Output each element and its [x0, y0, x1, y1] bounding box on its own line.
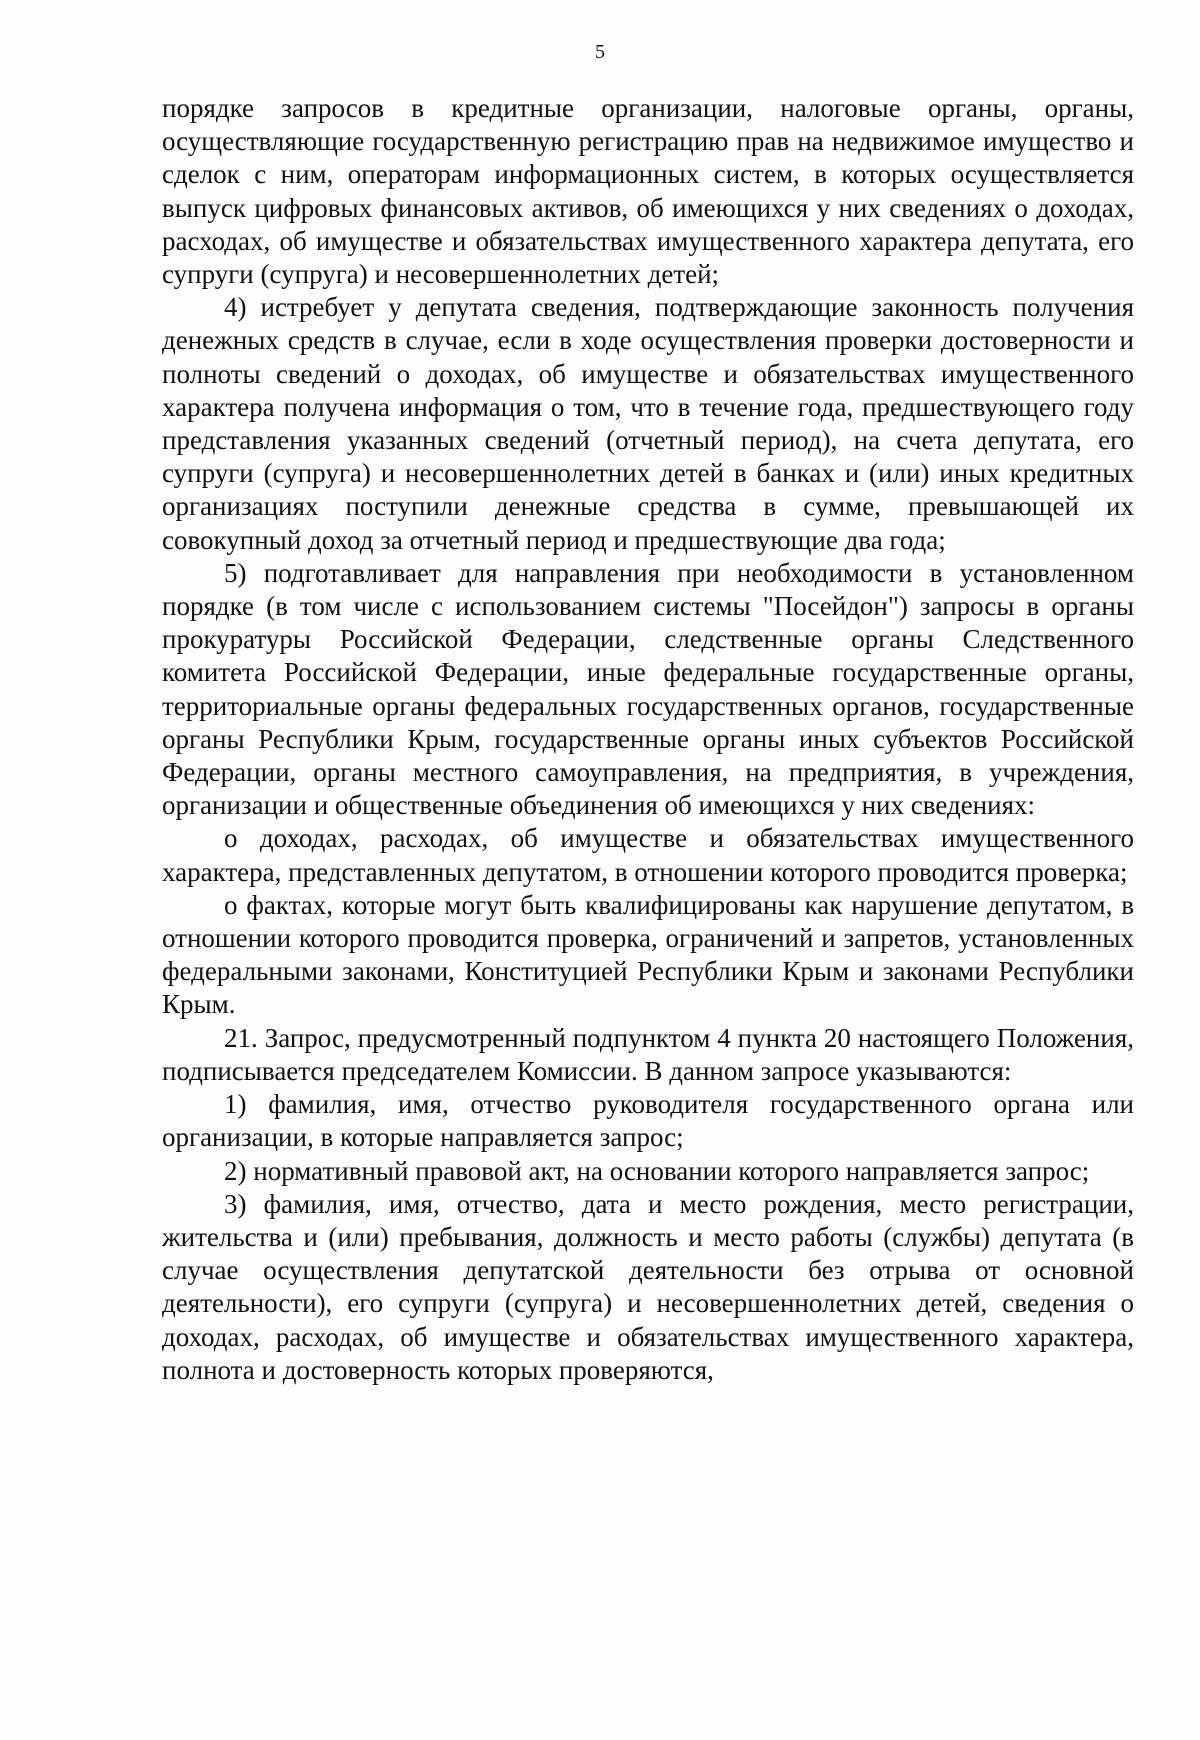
document-body — [162, 92, 1134, 1387]
paragraph-section-21: 21. Запрос, предусмотренный подпунктом 4 пункта 20 настоящего Положения, подписывается председателем Комиссии. В данном запросе указываются: — [162, 1022, 1134, 1086]
paragraph-item-5-income: о доходах, расходах, об имуществе и обязательствах имущественного характера, представленных депутатом, в отношении которого проводится проверка; — [162, 823, 1134, 887]
paragraph-section-21-item-2: 2) нормативный правовой акт, на основании которого направляется запрос; — [224, 1155, 1090, 1186]
page-number: 5 — [595, 41, 605, 63]
paragraph-section-21-item-3: 3) фамилия, имя, отчество, дата и место рождения, место регистрации, жительства и (или) пребывания, должность и место работы (службы) депутата (в случае осуществления депутатской деятельности без отрыва от основной деятельности), его супруги (супруга) и несовершеннолетних детей, сведения о доходах, расходах, об имуществе и обязательствах имущественного характера, полнота и достоверность которых проверяются, — [162, 1188, 1134, 1385]
paragraph-item-4: 4) истребует у депутата сведения, подтверждающие законность получения денежных средств в случае, если в ходе осуществления проверки достоверности и полноты сведений о доходах, об имуществе и обязательствах имущественного характера получена информация о том, что в течение года, предшествующего году представления указанных сведений (отчетный период), на счета депутата, его супруги (супруга) и несовершеннолетних детей в банках и (или) иных кредитных организациях поступили денежные средства в сумме, превышающей их совокупный доход за отчетный период и предшествующие два года; — [162, 292, 1134, 555]
paragraph-intro-continuation: порядке запросов в кредитные организации, налоговые органы, органы, осуществляющие государственную регистрацию прав на недвижимое имущество и сделок с ним, операторам информационных систем, в которых осуществляется выпуск цифровых финансовых активов, об имеющихся у них сведениях о доходах, расходах, об имуществе и обязательствах имущественного характера депутата, его супруги (супруга) и несовершеннолетних детей; — [162, 93, 1134, 290]
paragraph-item-5: 5) подготавливает для направления при необходимости в установленном порядке (в том числе с использованием системы "Посейдон") запросы в органы прокуратуры Российской Федерации, следственные органы Следственного комитета Российской Федерации, иные федеральные государственные органы, территориальные органы федеральных государственных органов, государственные органы Республики Крым, государственные органы иных субъектов Российской Федерации, органы местного самоуправления, на предприятия, в учреждения, организации и общественные объединения об имеющихся у них сведениях: — [162, 557, 1134, 821]
paragraph-item-5-facts: о фактах, которые могут быть квалифицированы как нарушение депутатом, в отношении которого проводится проверка, ограничений и запретов, установленных федеральными законами, Конституцией Республики Крым и законами Республики Крым. — [162, 889, 1134, 1020]
paragraph-section-21-item-1: 1) фамилия, имя, отчество руководителя государственного органа или организации, в которые направляется запрос; — [162, 1089, 1134, 1153]
